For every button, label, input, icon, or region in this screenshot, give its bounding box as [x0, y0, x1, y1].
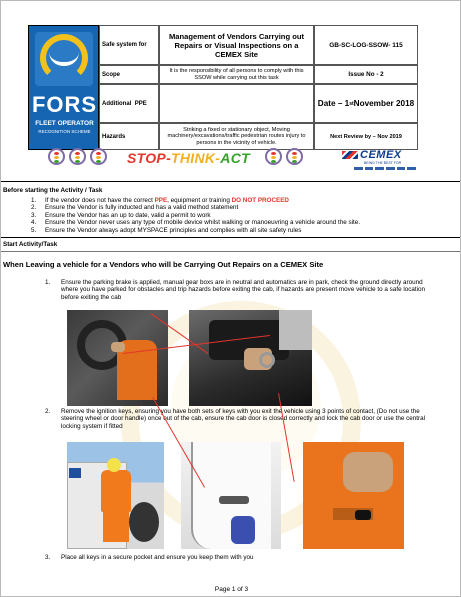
section-divider — [1, 237, 460, 238]
hazards-label: Hazards — [99, 123, 159, 150]
document-title: Management of Vendors Carrying out Repairs or Visual Inspections on a CEMEX Site — [159, 25, 314, 65]
scope-label: Scope — [99, 65, 159, 84]
scope-text: It is the responsibility of all persons to comply with this SSOW while carrying out this task — [159, 65, 314, 84]
document-reference: GB-SC-LOG-SSOW- 115 — [314, 25, 418, 65]
step-number: 1. — [45, 279, 51, 286]
cemex-wordmark: CEMEX — [360, 149, 402, 161]
next-review: Next Review by – Nov 2019 — [314, 123, 418, 150]
step-number: 3. — [45, 554, 51, 561]
traffic-light-icon — [286, 148, 303, 165]
checklist-item: 4. Ensure the Vendor never uses any type of mobile device whilst walking or manoeuvring a vehicle around the site. — [31, 219, 361, 227]
photo-parking-brake — [67, 310, 168, 406]
photo-ignition-key — [189, 310, 312, 406]
photo-exit-cab — [67, 442, 164, 549]
ppe-icons-strip — [354, 167, 416, 170]
section-divider — [1, 181, 460, 182]
checklist-item: 3. Ensure the Vendor has an up to date, valid a permit to work — [31, 211, 211, 219]
step-number: 2. — [45, 408, 51, 415]
fors-subtitle-1: FLEET OPERATOR — [35, 120, 94, 127]
step-3-text: Place all keys in a secure pocket and ensure you keep them with you — [61, 554, 254, 561]
stop-think-act-slogan: STOP-THINK-ACT — [127, 150, 250, 166]
ppe-label: PPE — [134, 100, 147, 107]
traffic-light-icon — [69, 148, 86, 165]
fors-emblem-icon — [35, 32, 93, 86]
issue-date: Date – 1 st November 2018 — [314, 84, 418, 123]
traffic-light-icon — [90, 148, 107, 165]
fors-brand: FORS — [31, 92, 98, 117]
page-number: Page 1 of 3 — [214, 586, 249, 593]
checklist-item: 1. If the vendor does not have the correct PPE, equipment or training DO NOT PROCEED — [31, 197, 289, 204]
cemex-tagline: BEING THE BEST FOR — [364, 161, 402, 165]
photo-keys-pocket — [303, 442, 404, 549]
photo-lock-door — [181, 442, 281, 549]
step-1-text: Ensure the parking brake is applied, manual gear boxs are in neutral and automatics are in park, check the ground directly around where you have parked for obstacles and trip hazards before exiting the cab, if hazards are present move vehicle to a safe location before exiting the cab — [61, 279, 426, 301]
additional-label: Additional — [102, 100, 132, 107]
cemex-logo — [342, 149, 418, 169]
header-table — [28, 25, 418, 150]
traffic-light-icon — [48, 148, 65, 165]
section-divider — [1, 251, 460, 252]
before-checklist — [31, 197, 451, 234]
checklist-item: 2. Ensure the Vendor is fully inducted and has a valid method statement — [31, 204, 239, 212]
safe-system-label: Safe system for — [99, 25, 159, 65]
additional-ppe-label — [99, 84, 159, 123]
start-heading: Start Activity/Task — [3, 241, 58, 248]
checklist-item: 5. Ensure the Vendor always adopt MYSPACE principles and complies with all site safety rules — [31, 226, 302, 234]
ppe-value — [159, 84, 314, 123]
fors-subtitle-2: RECOGNITION SCHEME — [38, 129, 91, 134]
hazards-text: Striking a fixed or stationary object, Moving machinery/excavations/traffic pedestrian routes injury to persons in the vicinity of vehicle. — [159, 123, 314, 150]
fors-logo — [28, 25, 99, 150]
start-subheading: When Leaving a vehicle for a Vendors who will be Carrying Out Repairs on a CEMEX Site — [3, 260, 324, 269]
issue-number: Issue No - 2 — [314, 65, 418, 84]
stop-think-act-banner — [28, 146, 418, 171]
step-2-text: Remove the ignition keys, ensuring you have both sets of keys with you exit the vehicle using 3 points of contact, (Do not use the steering wheel or door handle) once out of the cab, ensure the cab door is closed correctly and lock the cab door or use the central locking system if fitted — [61, 408, 426, 430]
before-heading: Before starting the Activity / Task — [3, 187, 103, 194]
cemex-stripe-icon — [342, 151, 358, 159]
traffic-light-icon — [265, 148, 282, 165]
